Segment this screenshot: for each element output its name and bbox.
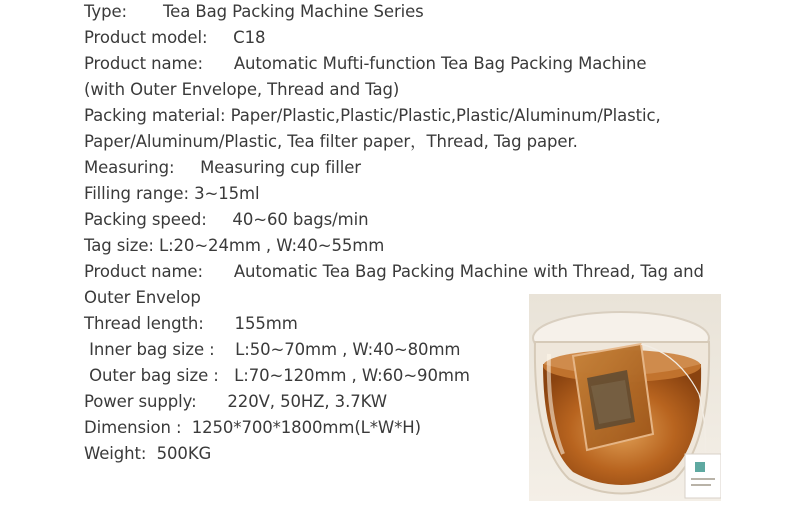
- spec-line-measuring: Measuring: Measuring cup filler: [84, 158, 361, 177]
- spec-line-type: Type: Tea Bag Packing Machine Series: [84, 2, 424, 21]
- spec-line-product-model: Product model: C18: [84, 28, 266, 47]
- spec-line-power-supply: Power supply: 220V, 50HZ, 3.7KW: [84, 392, 387, 411]
- spec-line-inner-bag-size: Inner bag size : L:50~70mm , W:40~80mm: [84, 340, 461, 359]
- tea-bag-photo: [529, 294, 721, 501]
- spec-line-product-name: Product name: Automatic Mufti-function Tea Bag Packing Machine: [84, 54, 647, 73]
- spec-line-outer-bag-size: Outer bag size : L:70~120mm , W:60~90mm: [84, 366, 470, 385]
- spec-line-product-name-cont: (with Outer Envelope, Thread and Tag): [84, 80, 400, 99]
- spec-line-packing-material: Packing material: Paper/Plastic,Plastic/Plastic,Plastic/Aluminum/Plastic,: [84, 106, 661, 125]
- spec-line-tag-size: Tag size: L:20~24mm , W:40~55mm: [84, 236, 385, 255]
- spec-line-filling-range: Filling range: 3~15ml: [84, 184, 260, 203]
- spec-line-packing-speed: Packing speed: 40~60 bags/min: [84, 210, 369, 229]
- spec-line-product-name-2: Product name: Automatic Tea Bag Packing Machine with Thread, Tag and: [84, 262, 704, 281]
- spec-line-product-name-2-cont: Outer Envelop: [84, 288, 201, 307]
- spec-line-dimension: Dimension : 1250*700*1800mm(L*W*H): [84, 418, 421, 437]
- spec-line-thread-length: Thread length: 155mm: [84, 314, 298, 333]
- spec-line-weight: Weight: 500KG: [84, 444, 212, 463]
- spec-line-packing-material-cont: Paper/Aluminum/Plastic, Tea filter paper，Thread, Tag paper.: [84, 132, 578, 151]
